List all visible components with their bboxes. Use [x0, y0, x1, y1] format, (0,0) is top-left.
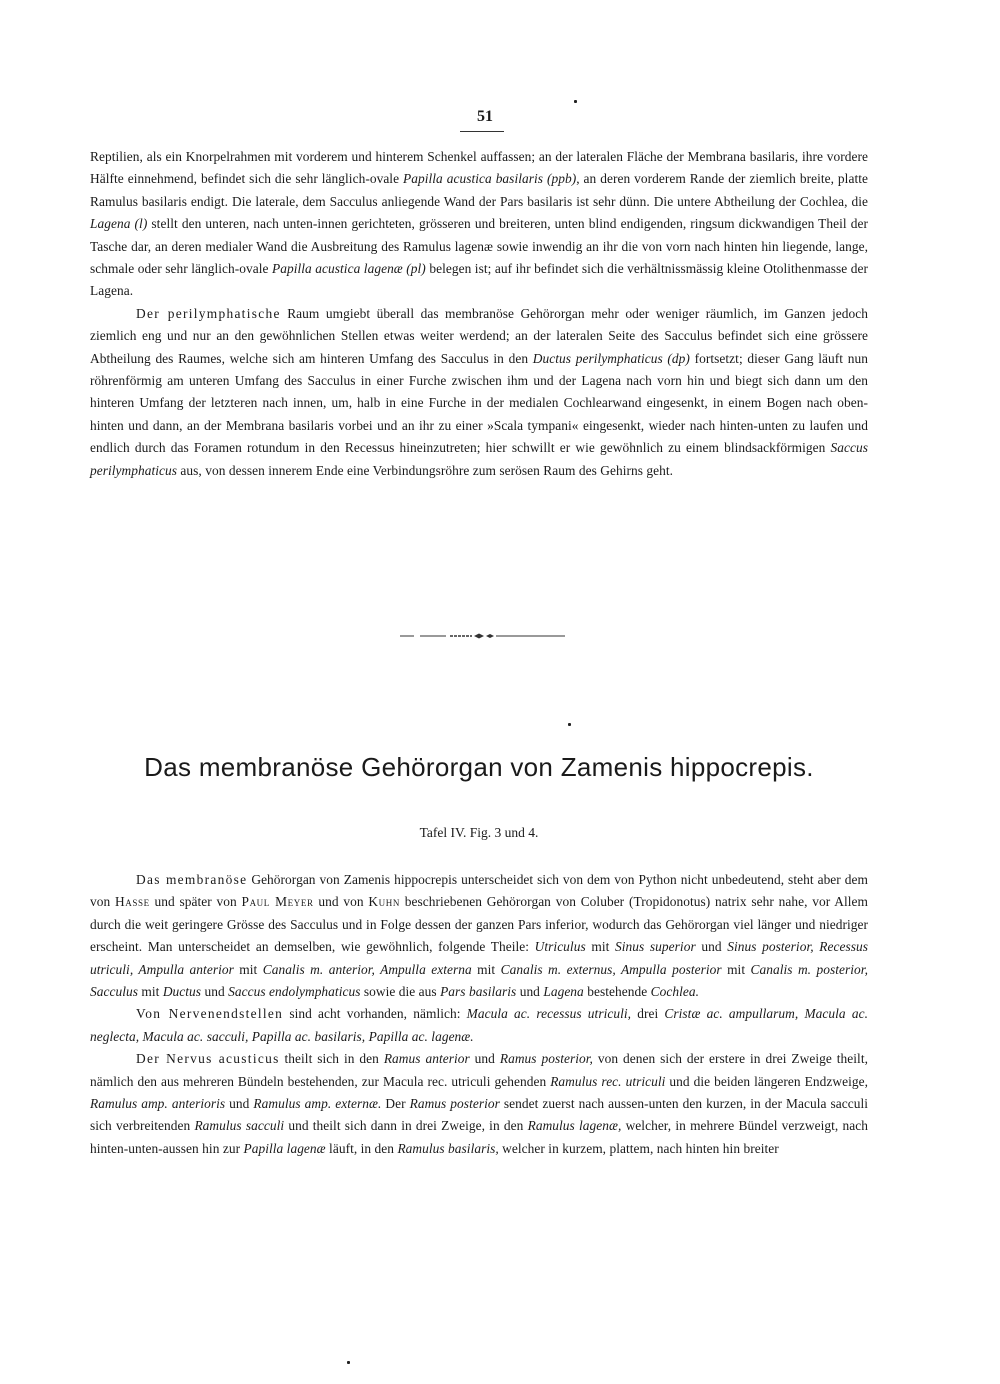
text-run: mit: [585, 939, 616, 955]
text-run: und: [201, 984, 229, 1000]
text-run: Gehörorgan von Zamenis hippocrepis unterscheidet sich von dem von Python nicht unbedeutend, steht aber dem von: [90, 872, 868, 910]
term-italic: Saccus perilymphaticus: [90, 440, 868, 478]
text-run: aus, von dessen innerem Ende eine Verbindungsröhre zum serösen Raum des Gehirns geht.: [177, 462, 674, 478]
text-block-upper: [90, 146, 868, 482]
term-italic: Ductus perilymphaticus (dp): [532, 350, 690, 366]
spaced-lead: Der perilymphatische: [136, 305, 281, 321]
print-speck: [347, 1361, 350, 1364]
term-italic: Ramus posterior,: [499, 1051, 593, 1067]
text-run: sowie die aus: [360, 984, 441, 1000]
term-italic: Ramus anterior: [383, 1051, 470, 1067]
paragraph: [90, 303, 868, 482]
text-run: fortsetzt; dieser Gang läuft nun röhrenförmig am unteren Umfang des Sacculus in einer Furche zwischen ihm und der Lagena nach vorn hin und biegt sich dann um den hinteren Umfang der letzteren nach innen, um, halb in eine Furche in der medialen Cochlearwand eingesenkt, in einem Bogen nach oben-hinten und dann, an der Membrana basilaris vorbei und an ihr zu einer »Scala tympani« eingesenkt, wieder nach hinten-unten zu laufen und endlich durch das Foramen rotundum in den Recessus hineinzutreten; hier schwillt er wie gewöhnlich zu einem blindsackförmigen: [90, 350, 868, 456]
paragraph: [90, 869, 868, 1003]
text-run: von denen sich der erstere in drei Zweige theilt, nämlich den aus mehreren Bündeln bestehenden, zur Macula rec. utriculi gehenden: [90, 1051, 868, 1089]
text-run: belegen ist; auf ihr befindet sich die verhältnissmässig kleine Otolithenmasse der Lagena.: [90, 261, 869, 299]
text-run: beschriebenen Gehörorgan von Coluber (Tropidonotus) natrix sehr nahe, vor Allem durch die weit geringere Grösse des Sacculus und in Folge dessen der ganzen Pars inferior, wodurch das Gehörorgan viel länger und niedriger erscheint. Man unterscheidet an demselben, wie gewöhnlich, folgende Theile:: [90, 894, 868, 955]
section-ornament: [400, 632, 565, 640]
term-italic: Cristæ ac. ampullarum, Macula ac. neglecta, Macula ac. sacculi, Papilla ac. basilaris, Papilla ac. lagenæ.: [90, 1006, 868, 1044]
print-speck: [574, 100, 577, 103]
text-run: und: [516, 984, 544, 1000]
term-italic: Pars basilaris: [440, 984, 517, 1000]
text-run: , an deren vorderem Rande der ziemlich breite, platte Ramulus basilaris endigt. Die laterale, dem Sacculus anliegende Wand der Pars basilaris ist sehr dünn. Die untere Abtheilung der Cochlea, die: [90, 171, 868, 209]
term-italic: Papilla acustica basilaris (ppb): [403, 171, 577, 187]
print-speck: [568, 723, 571, 726]
spaced-lead: Von Nervenendstellen: [136, 1006, 284, 1022]
page-number: 51: [477, 108, 493, 125]
plate-reference: Tafel IV. Fig. 3 und 4.: [419, 825, 539, 840]
text-run: und später von: [149, 894, 242, 910]
spaced-lead: Das membranöse: [136, 872, 248, 887]
text-run: drei: [631, 1006, 665, 1022]
text-run: mit: [471, 961, 501, 977]
term-italic: Ramulus lagenæ,: [527, 1118, 622, 1134]
term-italic: Ramulus basilaris,: [397, 1140, 499, 1156]
text-run: stellt den unteren, nach unten-innen gerichteten, grösseren und breiteren, unten blind endigenden, ringsum dickwandigen Theil der Tasche dar, an deren medialer Wand die Ausbreitung des Ramulus lagenæ sowie inwendig an ihr die von vorn nach hinten hin liegende, lange, schmale oder sehr länglich-ovale: [90, 216, 868, 277]
paragraph: [90, 146, 868, 303]
text-run: welcher in kurzem, plattem, nach hinten hin breiter: [498, 1140, 779, 1156]
text-run: sendet zuerst nach aussen-unten den kurzen, in der Macula sacculi sich verbreitenden: [90, 1096, 869, 1134]
term-italic: Sinus superior: [615, 939, 696, 955]
text-run: läuft, in den: [325, 1140, 398, 1156]
term-italic: Canalis m. anterior, Ampulla externa: [262, 961, 472, 977]
term-italic: Utriculus: [534, 939, 586, 955]
term-italic: Cochlea.: [650, 984, 699, 1000]
author-name: Hasse: [115, 894, 150, 910]
text-run: und theilt sich dann in drei Zweige, in den: [284, 1118, 528, 1134]
page-number-rule: [460, 131, 504, 132]
text-run: Der: [381, 1096, 410, 1112]
term-italic: Saccus endolymphaticus: [228, 984, 361, 1000]
text-run: mit: [233, 961, 263, 977]
term-italic: Ductus: [162, 984, 202, 1000]
author-name: Kuhn: [368, 894, 400, 910]
term-italic: Sinus posterior, Recessus utriculi, Ampulla anterior: [90, 939, 869, 977]
text-run: und: [695, 939, 728, 955]
text-block-lower: [90, 869, 868, 1160]
text-run: mit: [721, 961, 751, 977]
term-italic: Papilla lagenæ: [243, 1140, 326, 1156]
term-italic: Canalis m. externus, Ampulla posterior: [500, 961, 722, 977]
text-run: bestehende: [583, 984, 651, 1000]
text-run: Reptilien, als ein Knorpelrahmen mit vorderem und hinterem Schenkel auffassen; an der lateralen Fläche der Membrana basilaris, ihre vordere Hälfte einnehmend, befindet sich die sehr länglich-ovale: [90, 149, 868, 187]
text-run: und die beiden längeren Endzweige,: [665, 1073, 868, 1089]
text-run: sind acht vorhanden, nämlich:: [283, 1006, 467, 1022]
term-italic: Lagena (l): [90, 216, 148, 232]
term-italic: Ramulus rec. utriculi: [550, 1073, 666, 1089]
term-italic: Ramulus amp. externæ.: [253, 1096, 382, 1112]
term-italic: Ramulus sacculi: [194, 1118, 285, 1134]
text-run: theilt sich in den: [279, 1051, 384, 1067]
text-run: und: [225, 1096, 254, 1112]
text-run: und: [469, 1051, 500, 1067]
text-run: welcher, in mehrere Bündel verzweigt, nach hinten-unten-aussen hin zur: [90, 1118, 868, 1156]
term-italic: Lagena: [543, 984, 584, 1000]
term-italic: Canalis m. posterior, Sacculus: [90, 961, 868, 1000]
term-italic: Ramus posterior: [409, 1096, 500, 1112]
term-italic: Macula ac. recessus utriculi,: [466, 1006, 632, 1022]
text-run: mit: [138, 984, 163, 1000]
paragraph: [90, 1003, 868, 1048]
term-italic: Papilla acustica lagenæ (pl): [272, 261, 426, 277]
term-italic: Ramulus amp. anterioris: [90, 1096, 226, 1112]
section-heading: Das membranöse Gehörorgan von Zamenis hippocrepis.: [144, 752, 814, 782]
author-name: Paul Meyer: [241, 894, 314, 910]
text-run: und von: [313, 894, 369, 910]
paragraph: [90, 1048, 868, 1160]
spaced-lead: Der Nervus acusticus: [136, 1051, 280, 1067]
text-run: Raum umgiebt überall das membranöse Gehörorgan mehr oder weniger räumlich, im Ganzen jedoch ziemlich eng und nur an den gewöhnlichen Stellen etwas weiter werdend; an der lateralen Seite des Sacculus befindet sich eine grössere Abtheilung des Raumes, welche sich am hinteren Umfang des Sacculus in den: [90, 305, 868, 366]
